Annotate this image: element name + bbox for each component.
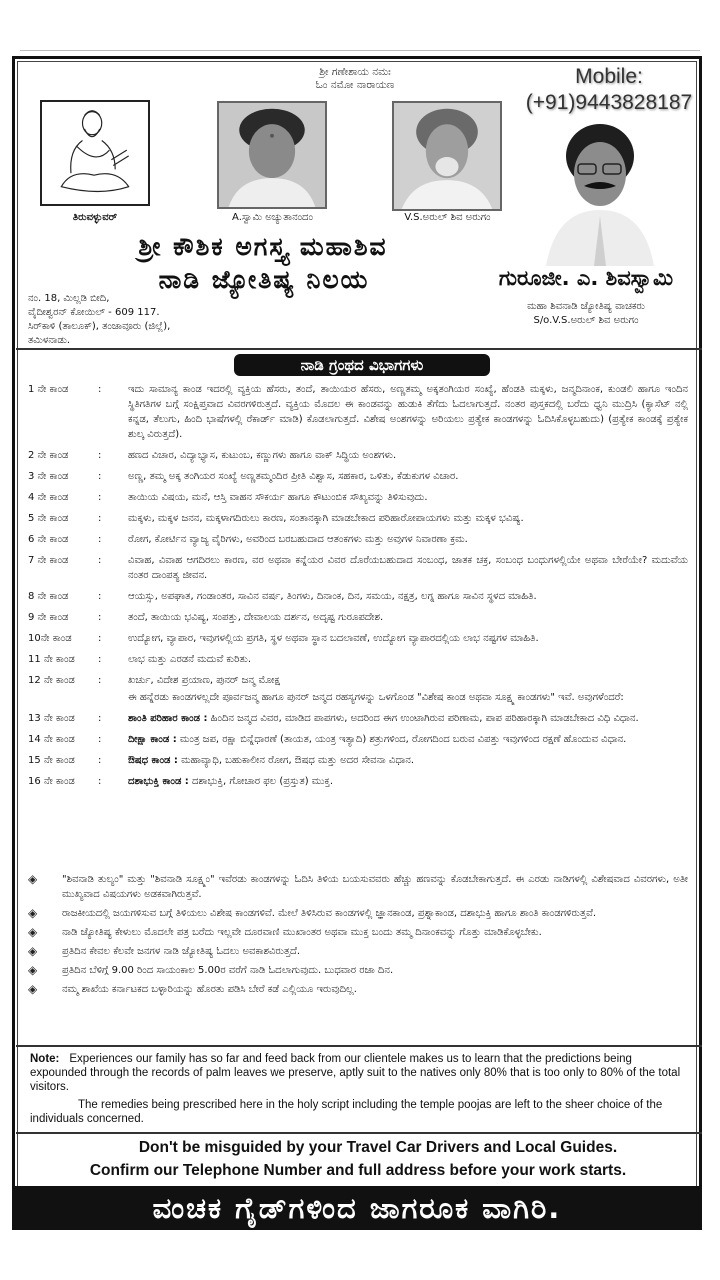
guru-name: ಗುರೂಜೀ. ಎ. ಶಿವಸ್ವಾಮಿ	[498, 266, 674, 290]
guru-parent: S/o.V.S.ಅರುಲ್ ಶಿವ ಅರುಗಂ	[533, 315, 639, 326]
kanda-row	[28, 774, 688, 789]
kanda-title: ಶಾಂತಿ ಪರಿಹಾರ ಕಾಂಡ :	[128, 713, 208, 724]
kanda-colon: :	[98, 713, 102, 724]
kanda-row	[28, 711, 688, 726]
kanda-row	[28, 469, 688, 484]
kanda-text: ಅಣ್ಣ, ತಮ್ಮ ಅಕ್ಕ ತಂಗಿಯರ ಸಂಖ್ಯೆ ಅಣ್ಣತಮ್ಮಂದಿರ ಪ್ರೀತಿ ವಿಶ್ವಾಸ, ಸಹಕಾರ, ಒಳಿತು, ಕೆಡುಕುಗಳ ವಿಚಾರ.	[128, 471, 459, 482]
kanda-colon: :	[98, 776, 102, 787]
address-line: ವೈದೀಶ್ವರನ್ ಕೋಯಿಲ್ - 609 117.	[28, 307, 160, 318]
mobile-label: Mobile:	[575, 65, 643, 88]
kanda-number: 6 ನೇ ಕಾಂಡ	[28, 534, 69, 545]
kanda-row	[28, 732, 688, 747]
kanda-text: ಆಯಸ್ಸು, ಅಪಘಾತ, ಗಂಡಾಂತರ, ಸಾವಿನ ವರ್ಷ, ತಿಂಗಳು, ದಿನಾಂಕ, ದಿನ, ಸಮಯ, ನಕ್ಷತ್ರ, ಲಗ್ನ ಹಾಗೂ ಸಾವಿನ ಸ್ಥಳದ ಮಾಹಿತಿ.	[128, 591, 537, 602]
kanda-description	[128, 553, 688, 583]
kanda-text: ದಶಾಭುಕ್ತಿ, ಗೋಚಾರ ಫಲ (ಪ್ರಸ್ತುತ) ಮುಕ್ತ.	[192, 776, 334, 787]
address-line: ತಮಿಳನಾಡು.	[28, 335, 71, 346]
kanda-description	[128, 652, 688, 667]
note-label: Note:	[30, 1053, 60, 1065]
info-bullet	[28, 925, 688, 940]
kanda-text: ರೋಗ, ಕೋರ್ಟಿನ ವ್ಯಾಜ್ಯ ವೈರಿಗಳು, ಅವರಿಂದ ಬರಬಹುದಾದ ಆತಂಕಗಳು ಮತ್ತು ಅವುಗಳ ನಿವಾರಣಾ ಕ್ರಮ.	[128, 534, 468, 545]
invocation-line-1: ಶ್ರೀ ಗಣೇಶಾಯ ನಮಃ	[319, 66, 391, 78]
kanda-colon: :	[98, 633, 102, 644]
bullet-text: ರಾಜಕೀಯದಲ್ಲಿ ಜಯಗಳಿಸುವ ಬಗ್ಗೆ ತಿಳಿಯಲು ವಿಶೇಷ ಕಾಂಡಗಳಿವೆ. ಮೇಲೆ ತಿಳಿಸಿರುವ ಕಾಂಡಗಳಲ್ಲಿ ಜ್ಞಾನಕಾಂಡ, ಪ್ರಶ್ನಾಕಾಂಡ, ದಶಾಭುಕ್ತಿ ಹಾಗೂ ಶಾಂತಿ ಕಾಂಡಗಳಿರುತ್ತವೆ.	[62, 908, 597, 919]
diamond-bullet-icon: ◈	[28, 906, 38, 920]
kanda-description	[128, 511, 688, 526]
address-block	[28, 292, 328, 348]
sage-drawing-icon	[40, 100, 150, 206]
kanda-colon: :	[98, 555, 102, 566]
diamond-bullet-icon: ◈	[28, 944, 38, 958]
info-bullet	[28, 906, 688, 921]
special-kanda-note: ಈ ಹನ್ನೆರಡು ಕಾಂಡಗಳಲ್ಲದೇ ಪೂರ್ವಜನ್ಮ ಹಾಗೂ ಪುನರ್ ಜನ್ಮದ ರಹಸ್ಯಗಳನ್ನು ಒಳಗೊಂಡ "ವಿಶೇಷ ಕಾಂಡ ಅಥವಾ ಸೂಕ್ಷ್ಮ ಕಾಂಡಗಳು" ಇವೆ. ಅವುಗಳೆಂದರೆ:	[128, 692, 624, 703]
portrait-photo-icon	[217, 101, 327, 209]
kanda-description	[128, 631, 688, 646]
kanda-description	[128, 732, 688, 747]
diamond-bullet-icon: ◈	[28, 963, 38, 977]
guru-subtitle	[470, 300, 702, 328]
kanda-number: 12 ನೇ ಕಾಂಡ	[28, 675, 75, 686]
kanda-list	[28, 382, 688, 795]
kanda-row	[28, 610, 688, 625]
kanda-number: 16 ನೇ ಕಾಂಡ	[28, 776, 75, 787]
kanda-row	[28, 448, 688, 463]
kanda-description	[128, 532, 688, 547]
kanda-number: 2 ನೇ ಕಾಂಡ	[28, 450, 69, 461]
kanda-colon: :	[98, 513, 102, 524]
center-title-line-2: ನಾಡಿ ಜ್ಯೋತಿಷ್ಯ ನಿಲಯ	[158, 265, 370, 294]
kanda-title: ದಶಾಭುಕ್ತಿ ಕಾಂಡ :	[128, 776, 189, 787]
kanda-colon: :	[98, 734, 102, 745]
kanda-text: ಇದು ಸಾಮಾನ್ಯ ಕಾಂಡ ಇದರಲ್ಲಿ ವ್ಯಕ್ತಿಯ ಹೆಸರು, ತಂದೆ, ತಾಯಿಯರ ಹೆಸರು, ಅಣ್ಣತಮ್ಮ ಅಕ್ಕತಂಗಿಯರ ಸಂಖ್ಯೆ, ಹೆಂಡತಿ ಮಕ್ಕಳು, ಜನ್ಮದಿನಾಂಕ, ಕುಂಡಲಿ ಹಾಗೂ ಇಂದಿನ ಸ್ಥಿತಿಗತಿಗಳ ಬಗ್ಗೆ ಸಂಕ್ಷಿಪ್ತವಾದ ವಿವರಗಳಿರುತ್ತದೆ. ವ್ಯಕ್ತಿಯ ಮೊದಲ ಈ ಕಾಂಡವನ್ನು ಹುಡುಕಿ ತೆಗೆದು ಓದಲಾಗುತ್ತದೆ. ನಂತರ ಪುಸ್ತಕದಲ್ಲಿ ಬರೆದು ಧ್ವನಿ ಮುದ್ರಿಸಿ (ಕ್ಯಾಸೆಟ್ ನಲ್ಲಿ ಕನ್ನಡ, ತೆಲುಗು, ಹಿಂದಿ ಭಾಷೆಗಳಲ್ಲಿ ರೆಕಾರ್ಡ್ ಮಾಡಿ) ಕೊಡಲಾಗುತ್ತದೆ. ವಿಶೇಷ ಅಂಶಗಳನ್ನು ಅರಿಯಲು ಪ್ರತ್ಯೇಕ ಕಾಂಡಗಳನ್ನು ಓದಿಸಿಕೊಳ್ಳಬಹುದು) (ಪ್ರತ್ಯೇಕ ಕಾಂಡಕ್ಕೆ ಪ್ರತ್ಯೇಕ ಶುಲ್ಕ ವಿರುತ್ತದೆ).	[128, 384, 688, 440]
portrait-caption-3: V.S.ಅರುಲ್ ಶಿವ ಅರುಗಂ	[404, 212, 491, 223]
kanda-text: ಉದ್ಯೋಗ, ವ್ಯಾಪಾರ, ಇವುಗಳಲ್ಲಿಯ ಪ್ರಗತಿ, ಸ್ಥಳ ಅಥವಾ ಸ್ಥಾನ ಬದಲಾವಣೆ, ಉದ್ಯೋಗ ವ್ಯಾಪಾರದಲ್ಲಿಯ ಲಾಭ ನಷ್ಟಗಳ ಮಾಹಿತಿ.	[128, 633, 539, 644]
bullet-text: "ಶಿವನಾಡಿ ತುಲ್ಯಂ" ಮತ್ತು "ಶಿವನಾಡಿ ಸೂಕ್ಷ್ಮಂ" ಇವೆರಡು ಕಾಂಡಗಳನ್ನು ಓದಿಸಿ ತಿಳಿಯ ಬಯಸುವವರು ಹೆಚ್ಚು ಹಣವನ್ನು ಕೊಡಬೇಕಾಗುತ್ತದೆ. ಈ ಎರಡು ನಾಡಿಗಳಲ್ಲಿ ವಿಶೇಷವಾದ ವಿವರಗಳು, ಅತೀ ಮುಖ್ಯವಾದ ವಿಷಯಗಳು ಅಡಕವಾಗಿರುತ್ತವೆ.	[62, 874, 688, 900]
guru-title: ಮಹಾ ಶಿವನಾಡಿ ಜ್ಯೋತಿಷ್ಯ ವಾಚಕರು	[527, 301, 645, 312]
kanda-number: 15 ನೇ ಕಾಂಡ	[28, 755, 75, 766]
kanda-description	[128, 589, 688, 604]
kanda-colon: :	[98, 471, 102, 482]
address-line: ನಂ. 18, ಮಿಲ್ಲಡಿ ಬೀದಿ,	[28, 293, 110, 304]
info-bullet	[28, 963, 688, 978]
address-line: ಸಿರ್‌ಕಾಳಿ (ತಾಲೂಕ್), ತಂಜಾವೂರು (ಜಿಲ್ಲೆ),	[28, 321, 171, 332]
kanda-text: ಲಾಭ ಮತ್ತು ಎರಡನೆ ಮದುವೆ ಕುರಿತು.	[128, 654, 252, 665]
warning-block	[18, 1136, 698, 1182]
scan-edge-line	[20, 50, 700, 51]
kanda-description	[128, 469, 688, 484]
warning-banner: ವಂಚಕ ಗೈಡ್‌ಗಳಿಂದ ಜಾಗರೂಕ ವಾಗಿರಿ.	[12, 1186, 702, 1230]
kanda-number: 8 ನೇ ಕಾಂಡ	[28, 591, 69, 602]
kanda-number: 5 ನೇ ಕಾಂಡ	[28, 513, 69, 524]
warning-line-1: Don't be misguided by your Travel Car Drivers and Local Guides.	[138, 1139, 618, 1156]
kanda-row	[28, 589, 688, 604]
kanda-colon: :	[98, 675, 102, 686]
warning-line-2: Confirm our Telephone Number and full address before your work starts.	[89, 1162, 627, 1179]
diamond-bullet-icon: ◈	[28, 925, 38, 939]
kanda-colon: :	[98, 654, 102, 665]
kanda-number: 7 ನೇ ಕಾಂಡ	[28, 555, 69, 566]
kanda-description	[128, 673, 688, 688]
kanda-number: 10ನೇ ಕಾಂಡ	[28, 633, 72, 644]
kanda-colon: :	[98, 591, 102, 602]
kanda-description	[128, 753, 688, 768]
kanda-number: 11 ನೇ ಕಾಂಡ	[28, 654, 75, 665]
invocation	[240, 66, 470, 92]
kanda-number: 4 ನೇ ಕಾಂಡ	[28, 492, 69, 503]
bullet-text: ಪ್ರತಿದಿನ ಬೆಳಿಗ್ಗೆ 9.00 ರಿಂದ ಸಾಯಂಕಾಲ 5.00ರ ವರೆಗೆ ನಾಡಿ ಓದಲಾಗುವುದು. ಬುಧವಾರ ರಜಾ ದಿನ.	[62, 965, 394, 976]
kanda-description	[128, 774, 688, 789]
diamond-bullet-icon: ◈	[28, 872, 38, 886]
invocation-line-2: ಓಂ ನಮೋ ನಾರಾಯಣ	[315, 79, 395, 91]
info-bullets	[28, 872, 688, 1001]
kanda-number: 3 ನೇ ಕಾಂಡ	[28, 471, 69, 482]
portrait-photo-icon	[392, 101, 502, 211]
diamond-bullet-icon: ◈	[28, 982, 38, 996]
kanda-colon: :	[98, 612, 102, 623]
note-paragraph-1: Experiences our family has so far and feed back from our clientele makes us to learn that the predictions being expounded through the records of palm leaves we preserve, aptly suit to the natives only 80% that is too only to 80% of the total visitors.	[30, 1053, 681, 1093]
divider	[16, 1045, 702, 1047]
info-bullet	[28, 982, 688, 997]
kanda-text: ತಂದೆ, ತಾಯಿಯ ಭವಿಷ್ಯ, ಸಂಪತ್ತು, ದೇವಾಲಯ ದರ್ಶನ, ಅದೃಷ್ಟ ಗುರೂಪದೇಶ.	[128, 612, 384, 623]
kanda-row	[28, 652, 688, 667]
note-block	[30, 1052, 686, 1130]
kanda-text: ಮಂತ್ರ ಜಪ, ರಕ್ಷಾ ಬಿನ್ನೆಧಾರಣೆ (ತಾಯತ, ಯಂತ್ರ ಇತ್ಯಾದಿ) ಶತ್ರುಗಳಿಂದ, ರೋಗದಿಂದ ಬರುವ ವಿಪತ್ತು ಇವುಗಳಿಂದ ರಕ್ಷಣೆ ಹೊಂದುವ ವಿಧಾನ.	[179, 734, 627, 745]
bullet-text: ನಮ್ಮ ಶಾಖೆಯ ಕರ್ನಾಟಕದ ಬಳ್ಳಾರಿಯನ್ನು ಹೊರತು ಪಡಿಸಿ ಬೇರೆ ಕಡೆ ಎಲ್ಲಿಯೂ ಇರುವುದಿಲ್ಲ.	[62, 984, 357, 995]
kanda-description	[128, 610, 688, 625]
kanda-title: ದೀಕ್ಷಾ ಕಾಂಡ :	[128, 734, 177, 745]
kanda-description	[128, 448, 688, 463]
kanda-row	[28, 490, 688, 505]
kanda-colon: :	[98, 384, 102, 395]
kanda-colon: :	[98, 755, 102, 766]
bullet-text: ನಾಡಿ ಜ್ಯೋತಿಷ್ಯ ಕೇಳುಲು ಮೊದಲೇ ಪತ್ರ ಬರೆದು ಇಲ್ಲವೇ ದೂರವಾಣಿ ಮುಖಾಂತರ ಅಥವಾ ಮುಕ್ತ ಬಂದು ತಮ್ಮ ದಿನಾಂಕವನ್ನು ಗೊತ್ತು ಮಾಡಿಕೊಳ್ಳಬೇಕು.	[62, 927, 542, 938]
divider	[16, 348, 702, 350]
divider	[16, 1132, 702, 1134]
kanda-text: ಖರ್ಚು, ವಿದೇಶ ಪ್ರಯಾಣ, ಪುನರ್ ಜನ್ಮ ಮೋಕ್ಷ	[128, 675, 280, 686]
note-paragraph-2: The remedies being prescribed here in the holy script including the temple poojas are left to the sheer choice of the individuals concerned.	[30, 1099, 663, 1125]
guru-portrait-icon	[540, 118, 660, 266]
kanda-row	[28, 511, 688, 526]
kanda-row	[28, 673, 688, 688]
portrait-caption-2: A.ಸ್ವಾಮಿ ಅಚ್ಯುತಾನಂದಂ	[232, 212, 313, 223]
kanda-text: ಹಿಂದಿನ ಜನ್ಮದ ವಿವರ, ಮಾಡಿದ ಪಾಪಗಳು, ಅದರಿಂದ ಈಗ ಉಂಟಾಗಿರುವ ಪರಿಣಾಮ, ಪಾಪ ಪರಿಹಾರಕ್ಕಾಗಿ ಮಾಡಬೇಕಾದ ವಿಧಿ ವಿಧಾನ.	[210, 713, 639, 724]
kanda-text: ಮಕ್ಕಳು, ಮಕ್ಕಳ ಜನನ, ಮಕ್ಕಳಾಗದಿರುಲು ಕಾರಣ, ಸಂತಾನಕ್ಕಾಗಿ ಮಾಡಬೇಕಾದ ಪರಿಹಾರೋಪಾಯಗಳು ಮತ್ತು ಮಕ್ಕಳ ಭವಿಷ್ಯ.	[128, 513, 524, 524]
kanda-colon: :	[98, 450, 102, 461]
kanda-text: ವಿವಾಹ, ವಿವಾಹ ಆಗದಿರಲು ಕಾರಣ, ವರ ಅಥವಾ ಕನ್ನೆಯರ ವಿವರ ದೊರೆಯಬಹುದಾದ ಸಂಬಂಧ, ಜಾತಕ ಚಕ್ರ, ಸಂಬಂಧ ಬಂಧುಗಳಲ್ಲಿಯೇ ಅಥವಾ ಬೇರೆಯೇ? ಮದುವೆಯ ನಂತರ ದಾಂಪತ್ಯ ಜೀವನ.	[128, 555, 688, 581]
kanda-number: 9 ನೇ ಕಾಂಡ	[28, 612, 69, 623]
kanda-row	[28, 753, 688, 768]
kanda-description	[128, 711, 688, 726]
portrait-caption-1: ತಿರುವಳ್ಳುವರ್	[72, 212, 118, 223]
bullet-text: ಪ್ರತಿದಿನ ಕೇವಲ ಕೆಲವೇ ಜನಗಳ ನಾಡಿ ಜ್ಯೋತಿಷ್ಯ ಓದಲು ಅವಕಾಶವಿರುತ್ತದೆ.	[62, 946, 301, 957]
kanda-colon: :	[98, 492, 102, 503]
kanda-number: 13 ನೇ ಕಾಂಡ	[28, 713, 75, 724]
section-title: ನಾಡಿ ಗ್ರಂಥದ ವಿಭಾಗಗಳು	[234, 354, 490, 376]
info-bullet	[28, 872, 688, 902]
kanda-number: 1 ನೇ ಕಾಂಡ	[28, 384, 69, 395]
kanda-number: 14 ನೇ ಕಾಂಡ	[28, 734, 75, 745]
kanda-row	[28, 553, 688, 583]
info-bullet	[28, 944, 688, 959]
kanda-text: ತಾಯಿಯ ವಿಷಯ, ಮನೆ, ಆಸ್ತಿ ವಾಹನ ಸೌಕರ್ಯ ಹಾಗೂ ಕೌಟುಂಬಿಕ ಸೌಖ್ಯವನ್ನು ತಿಳಿಸುವುದು.	[128, 492, 428, 503]
mobile-contact	[520, 64, 698, 116]
kanda-title: ಔಷಧ ಕಾಂಡ :	[128, 755, 178, 766]
kanda-text: ಹಣದ ವಿಚಾರ, ವಿದ್ಯಾಭ್ಯಾಸ, ಕುಟುಂಬ, ಕಣ್ಣುಗಳು ಹಾಗೂ ವಾಕ್ ಸಿದ್ಧಿಯ ಅಂಶಗಳು.	[128, 450, 397, 461]
kanda-row	[28, 631, 688, 646]
kanda-description	[128, 382, 688, 442]
center-title-line-1: ಶ್ರೀ ಕೌಶಿಕ ಅಗಸ್ತ್ಯ ಮಹಾಶಿವ	[138, 232, 388, 261]
kanda-colon: :	[98, 534, 102, 545]
kanda-row	[28, 532, 688, 547]
kanda-description	[128, 490, 688, 505]
kanda-row	[28, 382, 688, 442]
mobile-number[interactable]: (+91)9443828187	[525, 91, 693, 114]
kanda-text: ಮಹಾವ್ಯಾಧಿ, ಬಹುಕಾಲೀನ ರೋಗ, ಔಷಧ ಮತ್ತು ಅದರ ಸೇವನಾ ವಿಧಾನ.	[181, 755, 415, 766]
